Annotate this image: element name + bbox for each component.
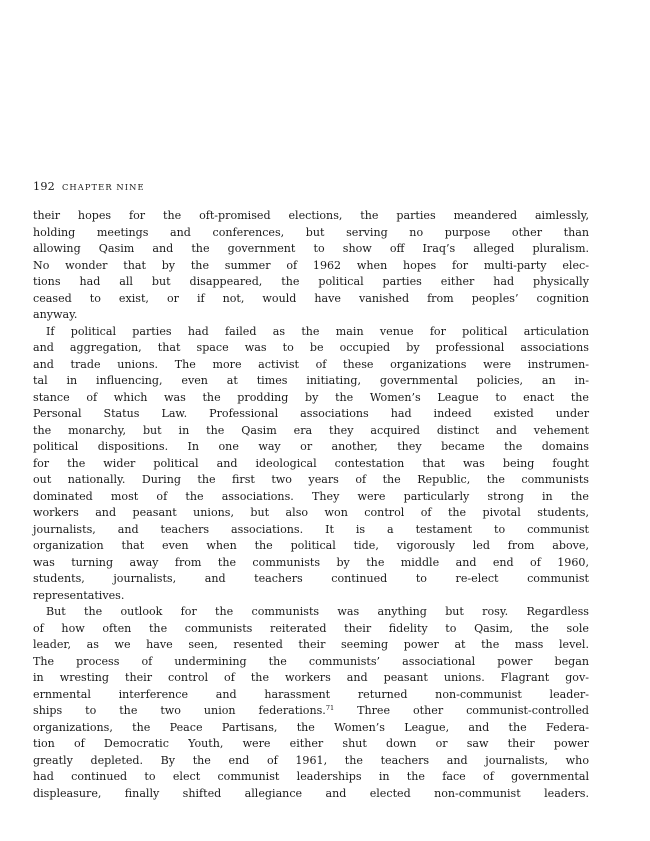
text-line: The process of undermining the communists’ associational power began bbox=[33, 654, 589, 668]
text-line: for the wider political and ideological contestation that was being fought bbox=[33, 456, 589, 470]
text-line: representatives. bbox=[33, 588, 125, 602]
text-line: and trade unions. The more activist of these organizations were instrumen- bbox=[33, 357, 589, 371]
text-line: allowing Qasim and the government to show off Iraq’s alleged pluralism. bbox=[33, 242, 589, 255]
text-line: organizations, the Peace Partisans, the Women’s League, and the Federa- bbox=[33, 720, 589, 734]
text-line: in wresting their control of the workers and peasant unions. Flagrant gov- bbox=[33, 671, 589, 684]
page-number: 192 bbox=[33, 180, 55, 193]
text-line: out nationally. During the first two years of the Republic, the communists bbox=[33, 473, 589, 486]
text-line: No wonder that by the summer of 1962 when hopes for multi-party elec- bbox=[33, 258, 589, 272]
text-line: dominated most of the associations. They were particularly strong in the bbox=[33, 489, 589, 503]
text-line: stance of which was the prodding by the Women’s League to enact the bbox=[33, 390, 589, 404]
text-line: displeasure, finally shifted allegiance and elected non-communist leaders. bbox=[33, 786, 589, 800]
text-line: students, journalists, and teachers continued to re-elect communist bbox=[33, 572, 589, 585]
text-line: of how often the communists reiterated their fidelity to Qasim, the sole bbox=[33, 621, 589, 635]
text-segment: ships to the two union federations. bbox=[33, 704, 326, 717]
chapter-title: CHAPTER NINE bbox=[61, 182, 145, 192]
text-line: the monarchy, but in the Qasim era they acquired distinct and vehement bbox=[33, 423, 589, 437]
text-line: their hopes for the oft-promised elections, the parties meandered aimlessly, bbox=[33, 209, 589, 222]
text-line: tal in influencing, even at times initiating, governmental policies, an in- bbox=[33, 374, 589, 387]
text-line: ceased to exist, or if not, would have vanished from peoples’ cognition bbox=[33, 291, 589, 305]
text-line: and aggregation, that space was to be occupied by professional associations bbox=[33, 341, 589, 354]
body-text bbox=[33, 208, 589, 802]
text-line: holding meetings and conferences, but serving no purpose other than bbox=[33, 225, 589, 239]
text-line: tions had all but disappeared, the political parties either had physically bbox=[33, 275, 589, 288]
text-line: greatly depleted. By the end of 1961, the teachers and journalists, who bbox=[33, 753, 589, 767]
text-line: workers and peasant unions, but also won control of the pivotal students, bbox=[33, 506, 589, 519]
text-line: Personal Status Law. Professional associations had indeed existed under bbox=[33, 407, 589, 420]
text-line: was turning away from the communists by the middle and end of 1960, bbox=[33, 555, 589, 569]
text-line: ernmental interference and harassment returned non-communist leader- bbox=[33, 687, 589, 701]
paragraph-first-line: But the outlook for the communists was anything but rosy. Regardless bbox=[46, 605, 589, 618]
text-line: anyway. bbox=[33, 308, 78, 321]
text-line: had continued to elect communist leaderships in the face of governmental bbox=[33, 770, 589, 783]
text-line-with-footnote bbox=[33, 703, 589, 720]
paragraph-first-line: If political parties had failed as the main venue for political articulation bbox=[46, 324, 589, 338]
text-line: tion of Democratic Youth, were either shut down or saw their power bbox=[33, 737, 589, 750]
footnote-reference[interactable]: 71 bbox=[325, 704, 335, 712]
text-line: journalists, and teachers associations. It is a testament to communist bbox=[33, 522, 589, 536]
text-line: organization that even when the political tide, vigorously led from above, bbox=[33, 539, 589, 552]
text-line: leader, as we have seen, resented their seeming power at the mass level. bbox=[33, 638, 589, 651]
text-segment: Three other communist-controlled bbox=[357, 704, 589, 717]
text-line: political dispositions. In one way or another, they became the domains bbox=[33, 440, 589, 453]
running-head bbox=[33, 180, 145, 194]
